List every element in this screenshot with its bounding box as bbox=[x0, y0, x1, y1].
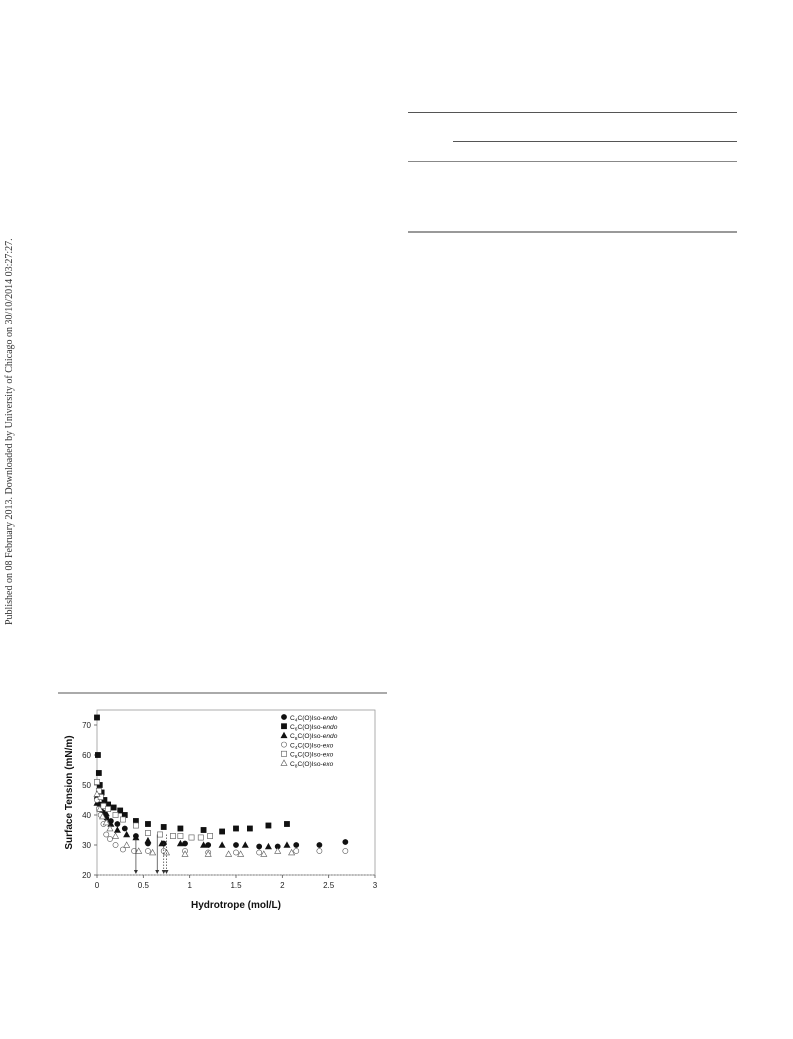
data-point bbox=[201, 827, 206, 832]
x-tick-label: 1 bbox=[187, 881, 192, 890]
x-tick-label: 2 bbox=[280, 881, 285, 890]
y-tick-label: 50 bbox=[82, 781, 91, 790]
data-point bbox=[284, 821, 289, 826]
data-point bbox=[145, 830, 150, 835]
legend-entry: $C_8C(O)Iso$-endo bbox=[290, 733, 338, 742]
data-point bbox=[113, 842, 118, 847]
data-point bbox=[94, 715, 99, 720]
data-point bbox=[189, 835, 194, 840]
data-point bbox=[170, 833, 175, 838]
data-point bbox=[220, 829, 225, 834]
data-point bbox=[275, 848, 281, 853]
data-point bbox=[111, 805, 116, 810]
data-point bbox=[113, 812, 118, 817]
series-1 bbox=[94, 796, 348, 849]
legend-entry: $C_6C(O)Iso$-exo bbox=[290, 751, 334, 761]
cmc-arrow-head bbox=[155, 870, 159, 874]
data-point bbox=[122, 826, 127, 831]
legend-entry: $C_4C(O)Iso$-exo bbox=[290, 742, 334, 751]
data-point bbox=[114, 827, 120, 832]
table-bottom-rule bbox=[408, 231, 737, 233]
data-point bbox=[145, 821, 150, 826]
y-tick-label: 40 bbox=[82, 811, 91, 820]
data-point bbox=[133, 823, 138, 828]
data-point bbox=[120, 817, 125, 822]
data-point bbox=[247, 826, 252, 831]
data-point bbox=[157, 832, 162, 837]
data-point bbox=[343, 839, 348, 844]
data-point bbox=[145, 848, 150, 853]
data-point bbox=[161, 824, 166, 829]
x-tick-label: 0.5 bbox=[137, 881, 149, 890]
figure-top-rule bbox=[58, 692, 387, 694]
data-point bbox=[94, 779, 99, 784]
data-point bbox=[233, 826, 238, 831]
data-point bbox=[113, 833, 119, 838]
data-point bbox=[145, 838, 151, 843]
series-6 bbox=[94, 791, 295, 856]
y-tick-label: 70 bbox=[82, 721, 91, 730]
x-tick-label: 0 bbox=[94, 881, 100, 890]
legend-marker bbox=[281, 724, 286, 729]
legend-marker bbox=[281, 714, 286, 719]
x-tick-label: 1.5 bbox=[230, 881, 242, 890]
x-axis-label: Hydrotrope (mol/L) bbox=[191, 900, 281, 911]
data-point bbox=[124, 832, 130, 837]
data-point bbox=[284, 842, 290, 847]
table-header-subrule bbox=[453, 141, 737, 142]
data-point bbox=[294, 842, 299, 847]
table-top-rule bbox=[408, 112, 737, 113]
data-point bbox=[317, 848, 322, 853]
data-point bbox=[233, 850, 238, 855]
data-point bbox=[107, 836, 112, 841]
table-header-bottom-rule bbox=[408, 161, 737, 162]
data-point bbox=[106, 806, 111, 811]
cmc-arrow-head bbox=[165, 870, 169, 874]
legend-marker bbox=[281, 732, 287, 737]
data-point bbox=[343, 848, 348, 853]
data-point bbox=[95, 752, 100, 757]
legend bbox=[281, 714, 338, 769]
legend-marker bbox=[281, 742, 286, 747]
data-point bbox=[266, 823, 271, 828]
data-point bbox=[207, 833, 212, 838]
data-point bbox=[178, 833, 183, 838]
data-point bbox=[265, 844, 271, 849]
x-tick-label: 2.5 bbox=[323, 881, 335, 890]
publication-note: Published on 08 February 2013. Downloaded by University of Chicago on 30/10/2014 03:27:27. bbox=[4, 238, 15, 625]
legend-entry: $C_8C(O)Iso$-exo bbox=[290, 760, 334, 770]
data-point bbox=[178, 826, 183, 831]
data-point bbox=[198, 835, 203, 840]
x-tick-label: 3 bbox=[372, 881, 378, 890]
legend-marker bbox=[281, 760, 287, 765]
data-point bbox=[317, 842, 322, 847]
data-point bbox=[96, 770, 101, 775]
y-tick-label: 60 bbox=[82, 751, 91, 760]
data-point bbox=[104, 832, 109, 837]
data-point bbox=[242, 842, 248, 847]
data-point bbox=[257, 844, 262, 849]
data-point bbox=[233, 842, 238, 847]
data-point bbox=[294, 848, 299, 853]
data-point bbox=[124, 842, 130, 847]
series-2 bbox=[94, 715, 289, 834]
data-point bbox=[226, 851, 232, 856]
data-point bbox=[257, 850, 262, 855]
legend-entry: $C_4C(O)Iso$-endo bbox=[290, 714, 338, 724]
data-point bbox=[115, 821, 120, 826]
legend-marker bbox=[281, 751, 286, 756]
y-axis-label: Surface Tension (mN/m) bbox=[64, 735, 75, 850]
legend-entry: $C_6C(O)Iso$-endo bbox=[290, 724, 338, 733]
y-tick-label: 30 bbox=[82, 841, 91, 850]
surface-tension-chart bbox=[58, 700, 388, 922]
series-3 bbox=[94, 800, 290, 849]
cmc-arrow-head bbox=[134, 870, 138, 874]
data-point bbox=[219, 842, 225, 847]
y-tick-label: 20 bbox=[82, 871, 91, 880]
